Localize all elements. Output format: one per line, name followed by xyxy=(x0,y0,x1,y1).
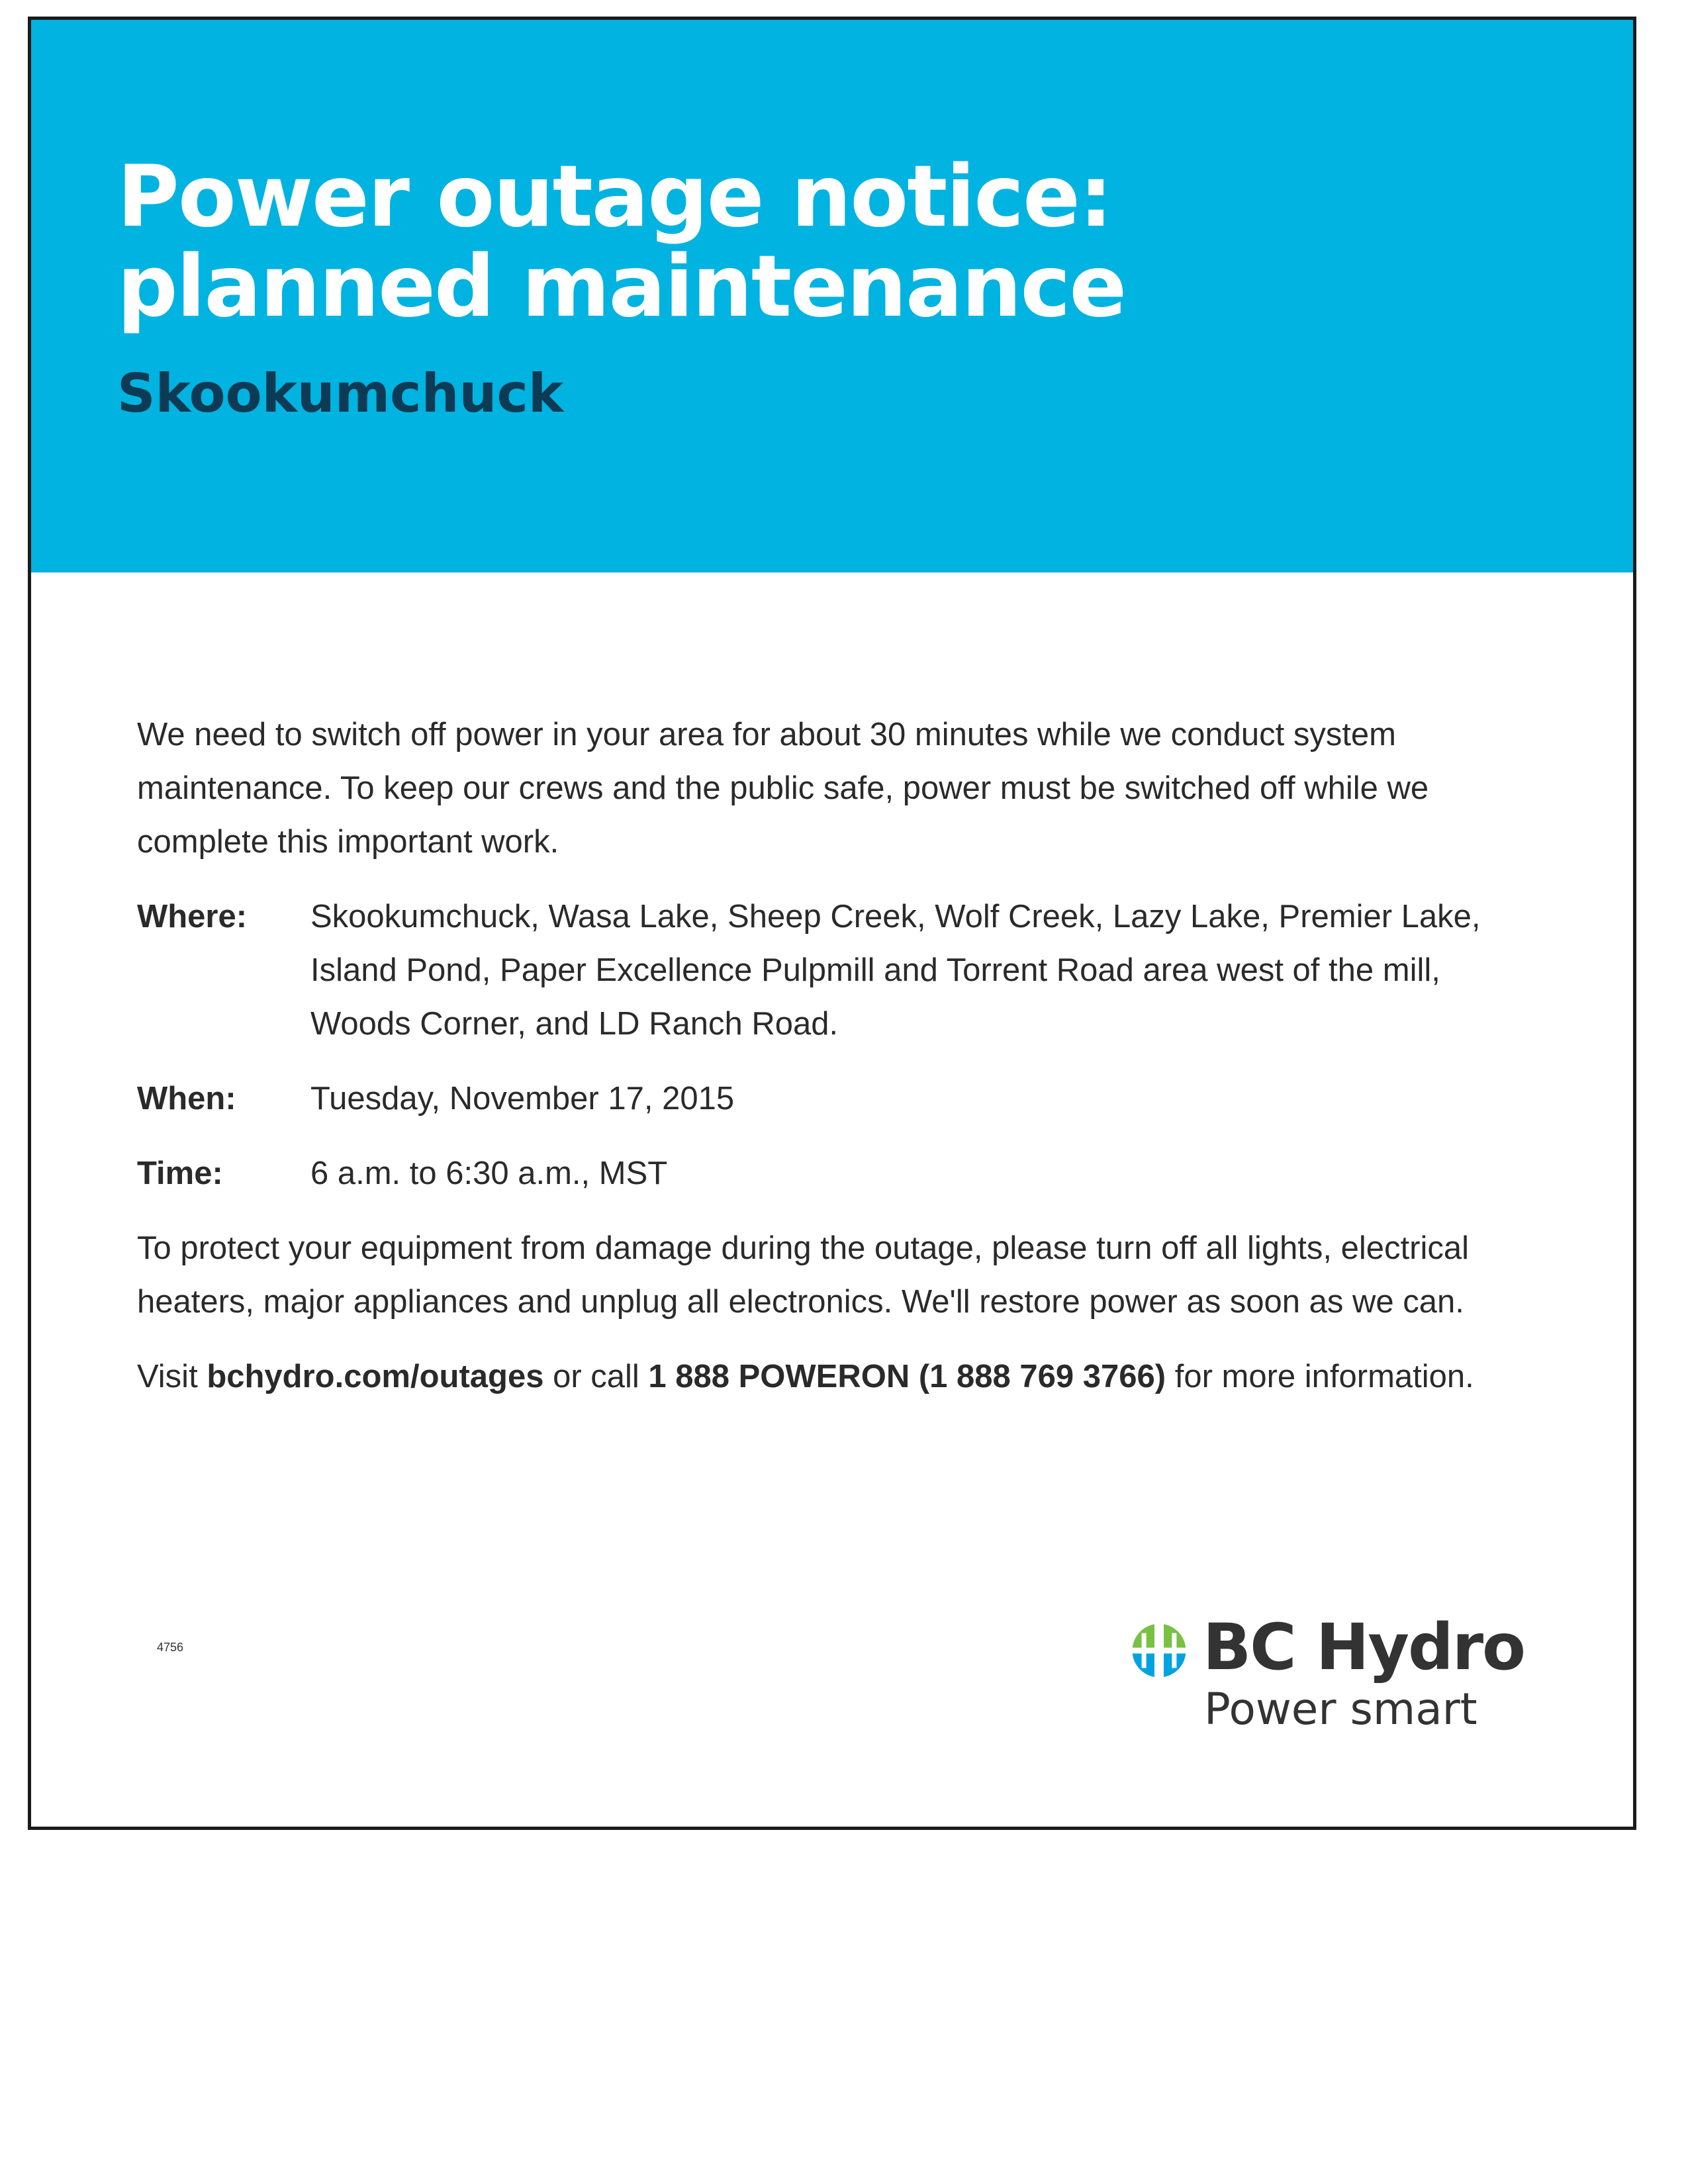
detail-time xyxy=(137,1147,1534,1201)
contact-suffix: for more information. xyxy=(1166,1359,1474,1394)
contact-paragraph xyxy=(137,1350,1534,1404)
poweron-phone: 1 888 POWERON (1 888 769 3766) xyxy=(648,1359,1166,1394)
bc-hydro-logo-icon xyxy=(1130,1621,1188,1680)
detail-where xyxy=(137,890,1534,1051)
notice-title-line-1: Power outage notice: xyxy=(117,148,1112,246)
logo-name: BC Hydro xyxy=(1203,1610,1524,1684)
form-code: 4756 xyxy=(157,1641,184,1654)
detail-when xyxy=(137,1072,1534,1126)
header-banner xyxy=(31,20,1633,572)
contact-prefix: Visit xyxy=(137,1359,207,1394)
protect-paragraph: To protect your equipment from damage during the outage, please turn off all lights, electrical heaters, major appliances and unplug all electronics. We'll restore power as soon as we can. xyxy=(137,1230,1469,1320)
detail-where-value: Skookumchuck, Wasa Lake, Sheep Creek, Wolf Creek, Lazy Lake, Premier Lake, Island Pond, Paper Excellence Pulpmill and Torrent Road area west of the mill, Woods Corner, and LD Ranch Road. xyxy=(310,899,1481,1042)
notice-title-line-2: planned maintenance xyxy=(117,238,1126,336)
outages-website: bchydro.com/outages xyxy=(207,1359,544,1394)
intro-paragraph: We need to switch off power in your area for about 30 minutes while we conduct system maintenance. To keep our crews and the public safe, power must be switched off while we complete this important work. xyxy=(137,717,1429,860)
detail-time-label: Time: xyxy=(137,1156,223,1191)
notice-title xyxy=(117,148,1126,336)
bc-hydro-logo xyxy=(1130,1608,1554,1741)
detail-where-label: Where: xyxy=(137,899,248,934)
notice-body xyxy=(137,708,1534,1425)
outage-notice xyxy=(28,17,1636,1830)
logo-tagline: Power smart xyxy=(1204,1684,1477,1735)
contact-middle: or call xyxy=(543,1359,649,1394)
detail-when-label: When: xyxy=(137,1081,236,1116)
detail-when-value: Tuesday, November 17, 2015 xyxy=(310,1081,735,1116)
location-heading: Skookumchuck xyxy=(117,363,564,424)
detail-time-value: 6 a.m. to 6:30 a.m., MST xyxy=(310,1156,668,1191)
